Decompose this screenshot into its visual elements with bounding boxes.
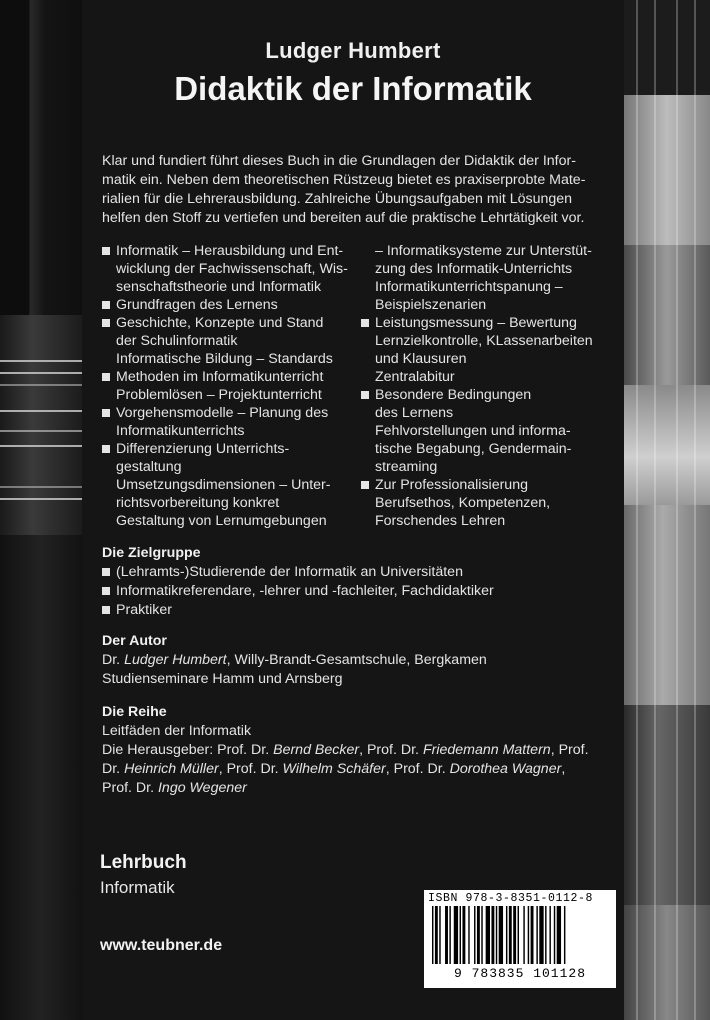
contents-item-line: Lernzielkontrolle, KLassenarbeiten xyxy=(375,333,593,349)
contents-item-line: Informatische Bildung – Standards xyxy=(116,351,333,367)
bullet-square-icon xyxy=(102,409,110,417)
contents-item-line: richtsvorbereitung konkret xyxy=(116,495,280,511)
barcode-bar xyxy=(539,906,543,964)
bullet-square-icon xyxy=(102,587,110,595)
target-group-item-text: Informatikreferendare, -lehrer und -fachleiter, Fachdidaktiker xyxy=(116,583,494,599)
barcode-bar xyxy=(486,906,490,964)
subject-label: Informatik xyxy=(100,878,175,897)
bullet-square-icon xyxy=(361,391,369,399)
bullet-square-icon xyxy=(102,319,110,327)
author-section xyxy=(102,632,622,689)
target-group-item xyxy=(102,563,622,582)
left-strip-line xyxy=(0,372,82,374)
contents-item-line: der Schulinformatik xyxy=(116,333,238,349)
contents-item-line: senschaftstheorie und Informatik xyxy=(116,279,322,295)
series-section xyxy=(102,703,622,798)
author-seminars: Studienseminare Hamm und Arnsberg xyxy=(102,671,343,687)
barcode-bar xyxy=(474,906,475,964)
contents-item-line: Fehlvorstellungen und informa- xyxy=(375,423,571,439)
bullet-square-icon xyxy=(102,606,110,614)
editor-separator: , Prof. Dr. xyxy=(359,742,423,758)
author-name-italic: Ludger Humbert xyxy=(124,652,227,668)
contents-item-line: Beispielszenarien xyxy=(375,297,487,313)
contents-item xyxy=(102,296,361,314)
contents-item-line: – Informatiksysteme zur Unterstüt- xyxy=(375,243,592,259)
isbn-text: ISBN 978-3-8351-0112-8 xyxy=(428,892,594,905)
isbn-barcode xyxy=(424,890,616,988)
barcode-bar xyxy=(531,906,534,964)
left-strip-dark-block xyxy=(0,0,82,315)
editor-name: Heinrich Müller xyxy=(124,761,219,777)
series-name: Leitfäden der Informatik xyxy=(102,723,252,739)
barcode-digits: 9 783835 101128 xyxy=(453,966,587,981)
contents-item-line: Informatikunterrichtspanung – xyxy=(375,279,563,295)
left-strip-gray-block xyxy=(0,315,82,535)
target-group-item xyxy=(102,582,622,601)
contents-item-line: gestaltung xyxy=(116,459,182,475)
series-editors-line xyxy=(102,741,622,760)
left-strip-line xyxy=(0,384,82,386)
intro-line: matik ein. Neben dem theoretischen Rüstzeug bietet es praxiserprobte Mate- xyxy=(102,172,586,188)
left-strip-line xyxy=(0,360,82,362)
barcode-bar xyxy=(564,906,565,964)
bullet-square-icon xyxy=(102,373,110,381)
contents-item-line: streaming xyxy=(375,459,438,475)
editor-name: Bernd Becker xyxy=(273,742,360,758)
intro-line: rialien für die Lehrerausbildung. Zahlreiche Übungsaufgaben mit Lösungen xyxy=(102,191,573,207)
barcode-bar xyxy=(462,906,465,964)
contents-item xyxy=(361,314,622,386)
left-strip-line xyxy=(0,498,82,500)
contents-item-line: und Klausuren xyxy=(375,351,467,367)
left-strip-line xyxy=(0,410,82,412)
barcode-bar xyxy=(549,906,550,964)
right-strip-line xyxy=(654,0,656,1020)
contents-item xyxy=(361,242,622,314)
barcode-bar xyxy=(460,906,461,964)
bullet-square-icon xyxy=(102,445,110,453)
barcode-bar xyxy=(554,906,555,964)
barcode-bars xyxy=(432,906,608,964)
contents-item xyxy=(102,242,361,296)
contents-item-line: Geschichte, Konzepte und Stand xyxy=(116,315,324,331)
book-title: Didaktik der Informatik xyxy=(174,70,532,107)
author-affiliation xyxy=(102,651,622,670)
barcode-bar xyxy=(499,906,503,964)
editor-separator: , Prof. Dr. xyxy=(385,761,450,777)
contents-item-line: Methoden im Informatikunterricht xyxy=(116,369,324,385)
editor-separator: , Prof. Dr. xyxy=(218,761,283,777)
right-strip-line xyxy=(694,0,696,1020)
barcode-bar xyxy=(506,906,507,964)
bullet-square-icon xyxy=(102,247,110,255)
contents-item-line: Besondere Bedingungen xyxy=(375,387,532,403)
contents-item xyxy=(361,476,622,530)
contents-item xyxy=(361,386,622,476)
editor-separator: , xyxy=(561,761,566,777)
editor-separator: , Prof. xyxy=(550,742,589,758)
bullet-square-icon xyxy=(102,568,110,576)
barcode-bar xyxy=(449,906,450,964)
right-strip-line xyxy=(676,0,678,1020)
right-strip-line xyxy=(636,0,638,1020)
barcode-bar xyxy=(439,906,440,964)
contents-item-line: Leistungsmessung – Bewertung xyxy=(375,315,577,331)
contents-item xyxy=(102,404,361,440)
contents-item-line: Berufsethos, Kompetenzen, xyxy=(375,495,551,511)
bullet-square-icon xyxy=(361,481,369,489)
barcode-bar xyxy=(432,906,433,964)
barcode-bar xyxy=(445,906,448,964)
intro-line: Klar und fundiert führt dieses Buch in die Grundlagen der Didaktik der Infor- xyxy=(102,153,576,169)
barcode-bar xyxy=(518,906,519,964)
contents-right-column xyxy=(361,242,622,530)
contents-item-line: wicklung der Fachwissenschaft, Wis- xyxy=(116,261,348,277)
series-heading: Die Reihe xyxy=(102,704,167,720)
author-prefix: Dr. xyxy=(102,652,125,668)
contents-item-line: Vorgehensmodelle – Planung des xyxy=(116,405,329,421)
left-strip-line xyxy=(0,486,82,488)
barcode-bar xyxy=(536,906,537,964)
barcode-bar xyxy=(477,906,480,964)
contents-item-line: Grundfragen des Lernens xyxy=(116,297,278,313)
left-strip-line xyxy=(0,445,82,447)
intro-paragraph xyxy=(102,152,622,228)
editor-name: Friedemann Mattern xyxy=(422,742,551,758)
contents-left-column xyxy=(102,242,361,530)
contents-item xyxy=(102,440,361,530)
barcode-bar xyxy=(468,906,469,964)
intro-line: helfen den Stoff zu vertiefen und bereiten auf die praktische Lehrtätigkeit vor. xyxy=(102,210,585,226)
contents-item-line: Informatik – Herausbildung und Ent- xyxy=(116,243,344,259)
editor-separator: Dr. xyxy=(102,761,125,777)
target-group-item-text: (Lehramts-)Studierende der Informatik an Universitäten xyxy=(116,564,463,580)
bullet-square-icon xyxy=(361,319,369,327)
series-label: Lehrbuch xyxy=(100,852,187,873)
target-group-item-text: Praktiker xyxy=(116,602,172,618)
editor-name: Wilhelm Schäfer xyxy=(282,761,386,777)
contents-item-line: Problemlösen – Projektunterricht xyxy=(116,387,322,403)
barcode-bar xyxy=(491,906,494,964)
barcode-bar xyxy=(481,906,482,964)
publisher-url: www.teubner.de xyxy=(100,937,223,954)
barcode-bar xyxy=(509,906,512,964)
left-strip-line xyxy=(0,430,82,432)
author-name: Ludger Humbert xyxy=(265,38,441,63)
bullet-square-icon xyxy=(102,301,110,309)
author-school: , Willy-Brandt-Gesamtschule, Bergkamen xyxy=(226,652,487,668)
barcode-bar xyxy=(454,906,458,964)
contents-item xyxy=(102,314,361,368)
series-editors-line xyxy=(102,779,622,798)
editor-name: Ingo Wegener xyxy=(157,780,247,796)
barcode-bar xyxy=(513,906,516,964)
target-group-section xyxy=(102,544,622,620)
contents-item-line: Informatikunterrichts xyxy=(116,423,245,439)
contents-item-line: Zentralabitur xyxy=(375,369,455,385)
barcode-bar xyxy=(523,906,524,964)
barcode-bar xyxy=(528,906,529,964)
contents-item-line: Differenzierung Unterrichts- xyxy=(116,441,290,457)
barcode-bar xyxy=(545,906,546,964)
barcode-bar xyxy=(435,906,438,964)
contents-item-line: Forschendes Lehren xyxy=(375,513,506,529)
target-group-heading: Die Zielgruppe xyxy=(102,545,201,561)
contents-item-line: tische Begabung, Gendermain- xyxy=(375,441,572,457)
contents-item-line: Umsetzungsdimensionen – Unter- xyxy=(116,477,331,493)
target-group-item xyxy=(102,601,622,620)
right-decorative-strip xyxy=(624,0,710,1020)
contents-item-line: Zur Professionalisierung xyxy=(375,477,528,493)
contents-item-line: des Lernens xyxy=(375,405,454,421)
left-strip-lower-block xyxy=(0,535,82,1020)
editors-prefix: Die Herausgeber: Prof. Dr. xyxy=(102,742,274,758)
left-decorative-strip xyxy=(0,0,82,1020)
contents-item-line: Gestaltung von Lernumgebungen xyxy=(116,513,327,529)
author-heading: Der Autor xyxy=(102,633,167,649)
contents-list xyxy=(102,242,622,530)
barcode-bar xyxy=(557,906,561,964)
series-editors-line xyxy=(102,760,622,779)
contents-item xyxy=(102,368,361,404)
contents-item-line: zung des Informatik-Unterrichts xyxy=(375,261,573,277)
editor-separator: Prof. Dr. xyxy=(102,780,158,796)
barcode-bar xyxy=(496,906,497,964)
editor-name: Dorothea Wagner xyxy=(449,761,562,777)
